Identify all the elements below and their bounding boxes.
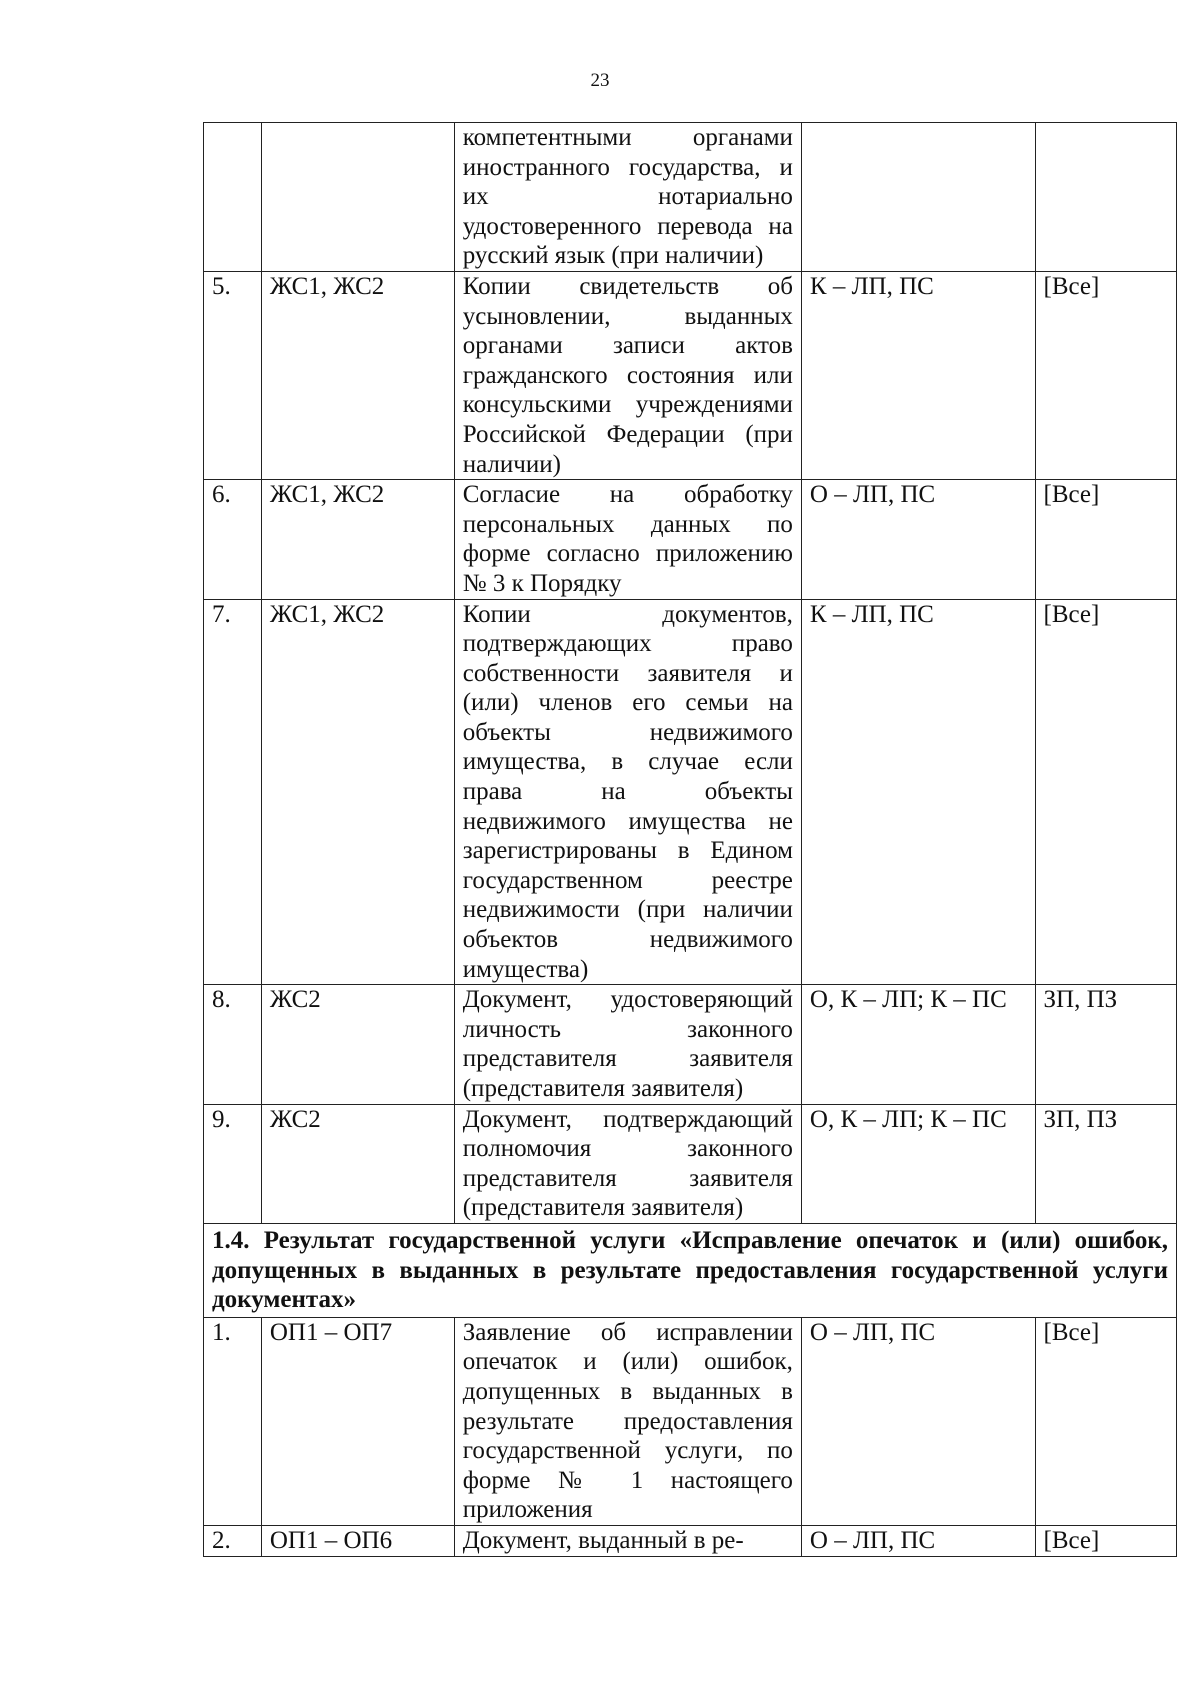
row-number: 7. <box>204 599 262 985</box>
document-name: Копии свидетельств об усыновлении, выданных органами записи актов гражданского состояния или консульскими учреждениями Российской Федерации (при наличии) <box>454 271 801 479</box>
document-form: О – ЛП, ПС <box>801 1317 1035 1525</box>
document-form: К – ЛП, ПС <box>801 271 1035 479</box>
document-form: О – ЛП, ПС <box>801 480 1035 599</box>
document-name: Копии документов, подтверждающих право собственности заявителя и (или) членов его семьи на объекты недвижимого имущества, в случае если права на объекты недвижимого имущества не зарегистрированы в Едином государственном реестре недвижимости (при наличии объектов недвижимого имущества) <box>454 599 801 985</box>
table-row <box>204 123 1177 272</box>
row-number: 8. <box>204 985 262 1104</box>
applicant-category <box>1035 123 1176 272</box>
applicant-category: [Все] <box>1035 271 1176 479</box>
row-number: 5. <box>204 271 262 479</box>
table-row <box>204 599 1177 985</box>
applicant-code: ОП1 – ОП6 <box>261 1525 454 1556</box>
row-number: 2. <box>204 1525 262 1556</box>
applicant-category: ЗП, ПЗ <box>1035 1104 1176 1223</box>
applicant-category: ЗП, ПЗ <box>1035 985 1176 1104</box>
row-number: 1. <box>204 1317 262 1525</box>
document-name: Согласие на обработку персональных данных по форме согласно приложению № 3 к Порядку <box>454 480 801 599</box>
section-header-row <box>204 1223 1177 1317</box>
applicant-code: ЖС1, ЖС2 <box>261 271 454 479</box>
applicant-code <box>261 123 454 272</box>
document-form <box>801 123 1035 272</box>
document-form: О – ЛП, ПС <box>801 1525 1035 1556</box>
applicant-code: ОП1 – ОП7 <box>261 1317 454 1525</box>
document-name: Документ, подтверждающий полномочия законного представителя заявителя (представителя заявителя) <box>454 1104 801 1223</box>
document-name: Документ, удостоверяющий личность законного представителя заявителя (представителя заявителя) <box>454 985 801 1104</box>
document-name: Заявление об исправлении опечаток и (или) ошибок, допущенных в выданных в результате предоставления государственной услуги, по форме № 1 настоящего приложения <box>454 1317 801 1525</box>
document-form: О, К – ЛП; К – ПС <box>801 1104 1035 1223</box>
applicant-category: [Все] <box>1035 1525 1176 1556</box>
table-row <box>204 480 1177 599</box>
table-row <box>204 1104 1177 1223</box>
table-row <box>204 1317 1177 1525</box>
applicant-code: ЖС2 <box>261 985 454 1104</box>
document-name: компетентными органами иностранного государства, и их нотариально удостоверенного перевода на русский язык (при наличии) <box>454 123 801 272</box>
document-form: О, К – ЛП; К – ПС <box>801 985 1035 1104</box>
document-name: Документ, выданный в ре- <box>454 1525 801 1556</box>
applicant-category: [Все] <box>1035 1317 1176 1525</box>
applicant-category: [Все] <box>1035 480 1176 599</box>
row-number <box>204 123 262 272</box>
applicant-code: ЖС1, ЖС2 <box>261 599 454 985</box>
table-row <box>204 985 1177 1104</box>
applicant-code: ЖС1, ЖС2 <box>261 480 454 599</box>
table-row <box>204 271 1177 479</box>
applicant-code: ЖС2 <box>261 1104 454 1223</box>
section-title: 1.4. Результат государственной услуги «Исправление опечаток и (или) ошибок, допущенных в выданных в результате предоставления государственной услуги документах» <box>204 1223 1177 1317</box>
page-number: 23 <box>590 70 610 91</box>
document-form: К – ЛП, ПС <box>801 599 1035 985</box>
documents-table <box>203 122 1177 1557</box>
applicant-category: [Все] <box>1035 599 1176 985</box>
row-number: 6. <box>204 480 262 599</box>
row-number: 9. <box>204 1104 262 1223</box>
table-row <box>204 1525 1177 1556</box>
